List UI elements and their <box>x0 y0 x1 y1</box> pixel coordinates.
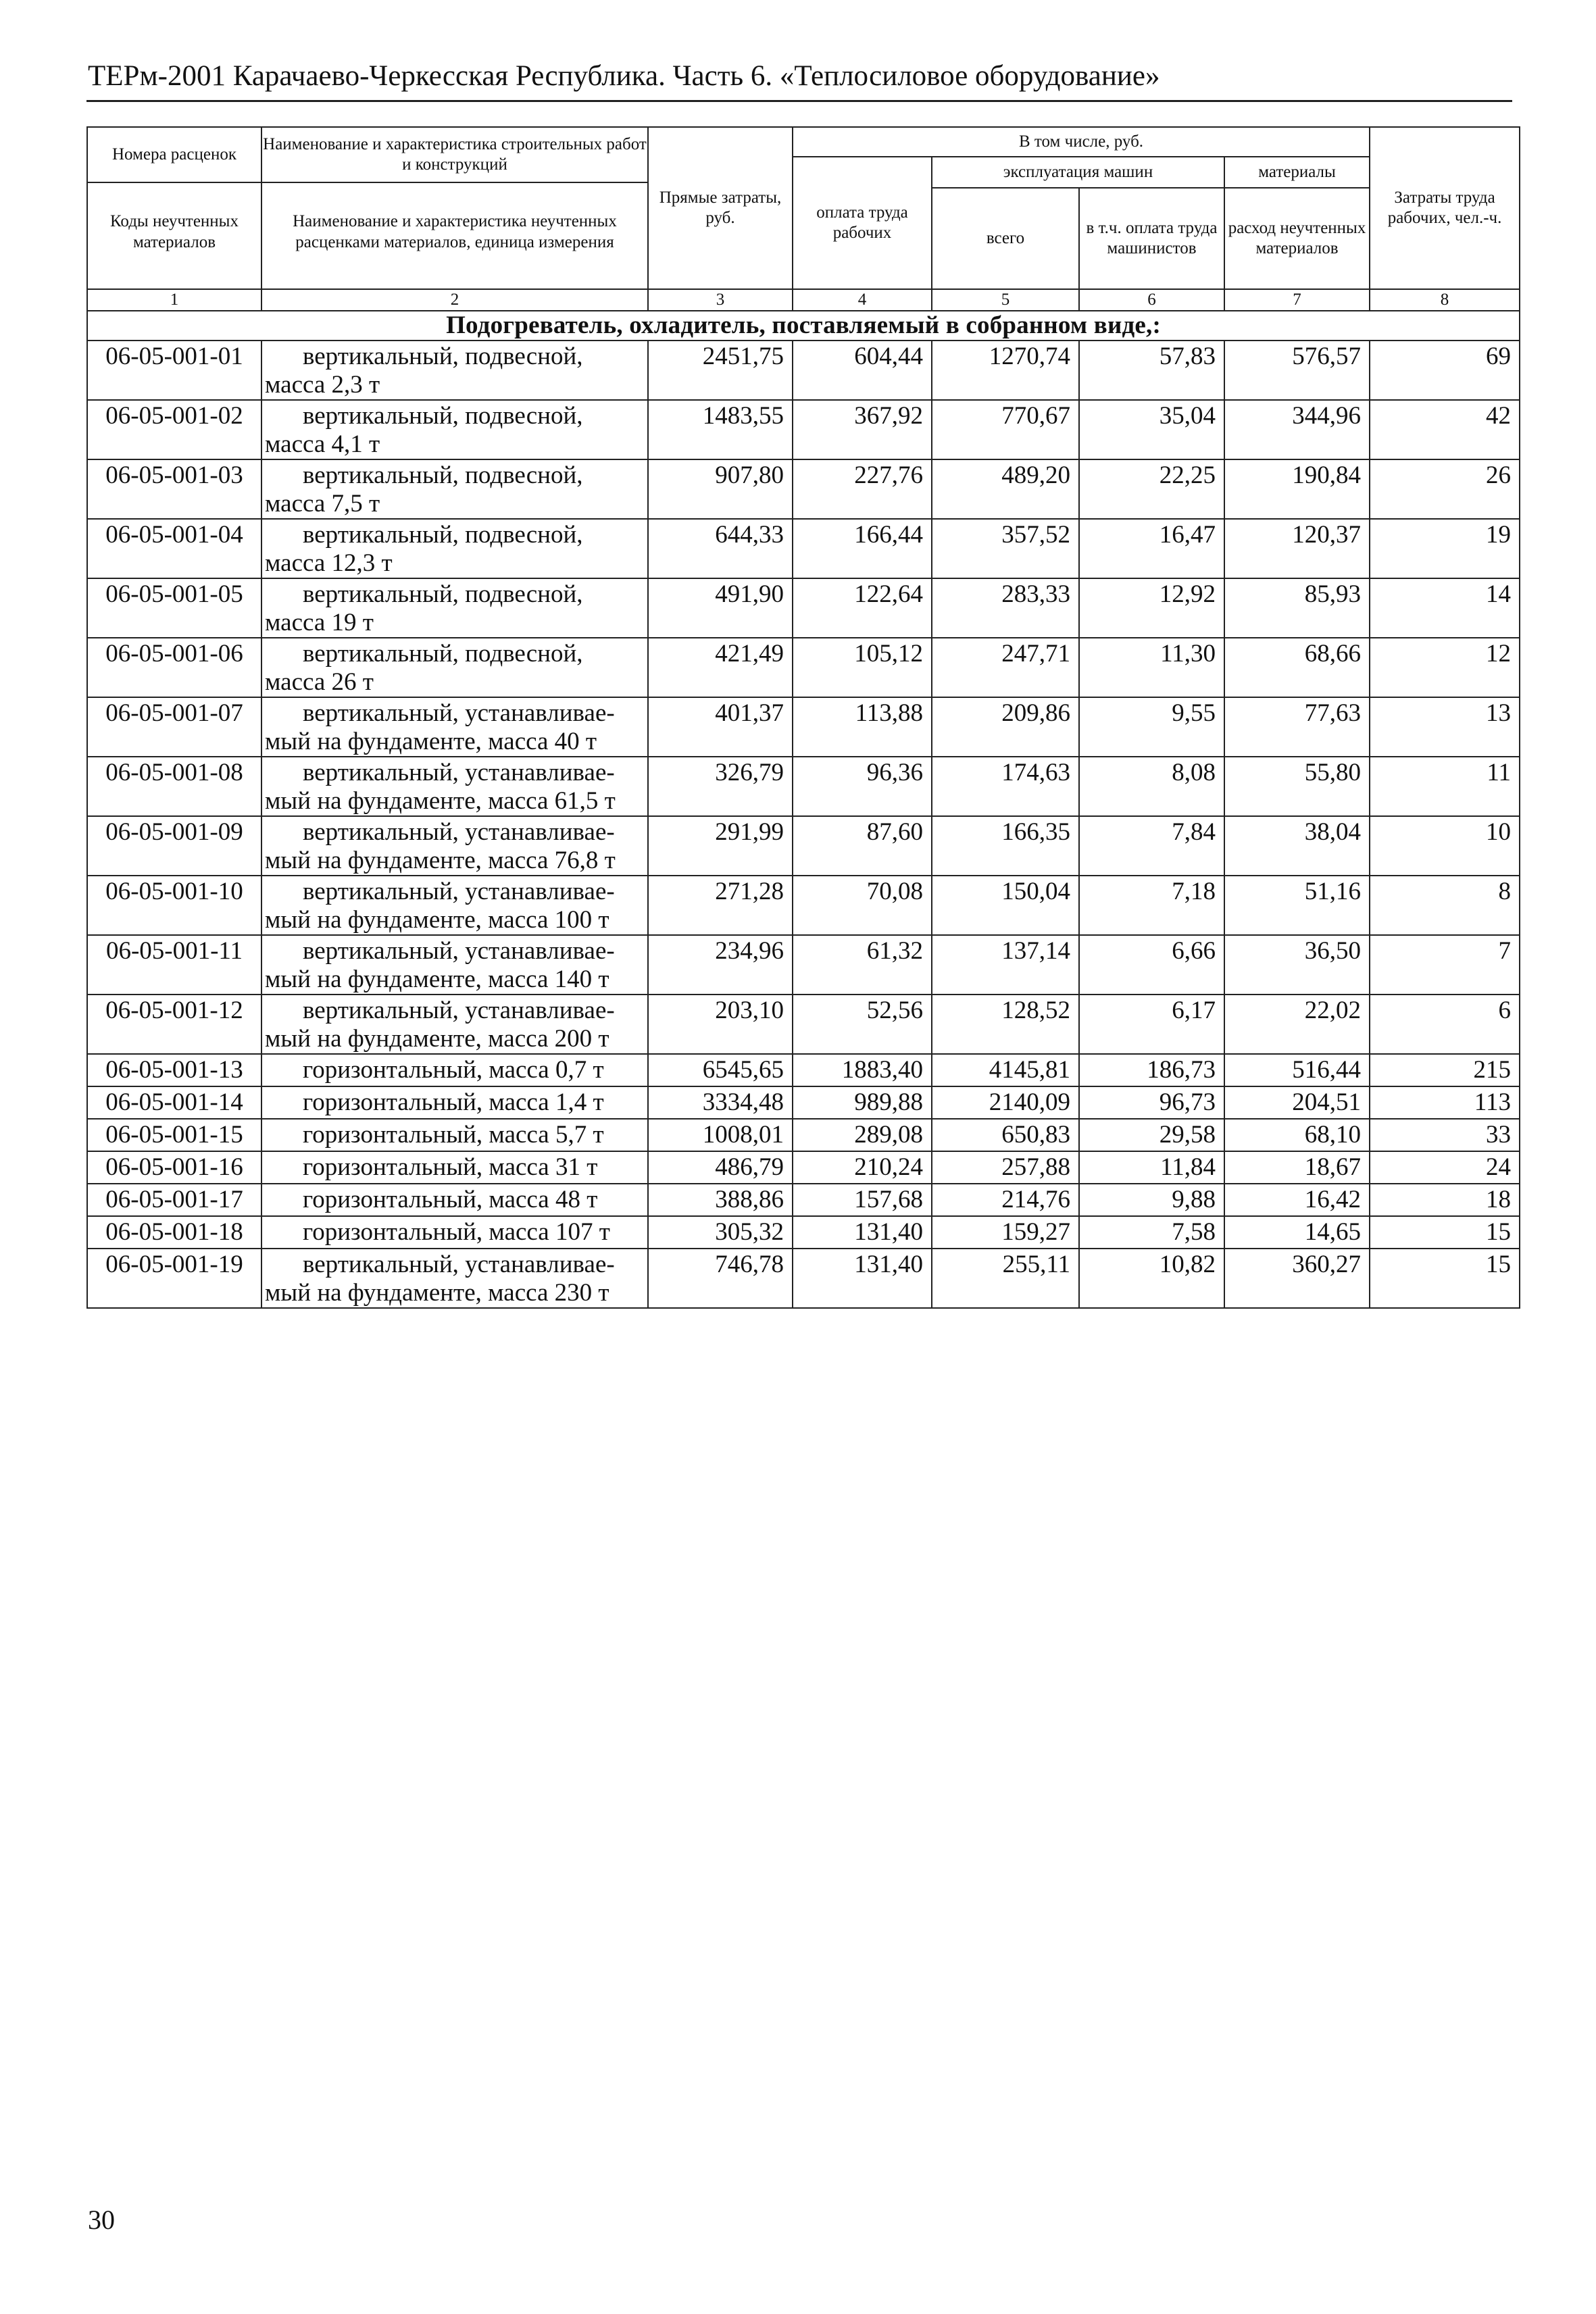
rate-code: 06-05-001-05 <box>87 578 261 638</box>
section-row <box>87 311 1520 341</box>
materials-value: 55,80 <box>1224 757 1370 816</box>
materials-value: 68,10 <box>1224 1119 1370 1151</box>
labor-hours-value: 14 <box>1370 578 1520 638</box>
machinist-pay-value: 7,18 <box>1079 876 1224 935</box>
work-description-line1: вертикальный, устанавливае- <box>303 878 615 905</box>
header-machines-group: эксплуатация машин <box>932 157 1224 188</box>
worker-pay-value: 113,88 <box>793 697 932 757</box>
labor-hours-value: 24 <box>1370 1151 1520 1184</box>
work-description-line1: вертикальный, подвесной, <box>303 461 583 489</box>
machines-total-value: 137,14 <box>932 935 1079 995</box>
work-description-line2: мый на фундаменте, масса 76,8 т <box>265 847 616 874</box>
column-number: 1 <box>87 289 261 311</box>
work-description <box>261 1086 648 1119</box>
work-description-line1: горизонтальный, масса 48 т <box>303 1186 598 1213</box>
worker-pay-value: 367,92 <box>793 400 932 459</box>
worker-pay-value: 61,32 <box>793 935 932 995</box>
machinist-pay-value: 96,73 <box>1079 1086 1224 1119</box>
work-description <box>261 1054 648 1086</box>
rate-code: 06-05-001-15 <box>87 1119 261 1151</box>
materials-value: 360,27 <box>1224 1249 1370 1308</box>
rate-code: 06-05-001-12 <box>87 995 261 1054</box>
machines-total-value: 214,76 <box>932 1184 1079 1216</box>
work-description-line1: горизонтальный, масса 1,4 т <box>303 1088 604 1116</box>
column-number: 8 <box>1370 289 1520 311</box>
labor-hours-value: 7 <box>1370 935 1520 995</box>
column-number: 2 <box>261 289 648 311</box>
worker-pay-value: 87,60 <box>793 816 932 876</box>
table-row <box>87 341 1520 400</box>
materials-value: 516,44 <box>1224 1054 1370 1086</box>
labor-hours-value: 42 <box>1370 400 1520 459</box>
machinist-pay-value: 186,73 <box>1079 1054 1224 1086</box>
rate-code: 06-05-001-08 <box>87 757 261 816</box>
worker-pay-value: 52,56 <box>793 995 932 1054</box>
work-description-line2: мый на фундаменте, масса 230 т <box>265 1279 609 1307</box>
column-number-row <box>87 289 1520 311</box>
labor-hours-value: 15 <box>1370 1249 1520 1308</box>
machinist-pay-value: 7,58 <box>1079 1216 1224 1249</box>
machines-total-value: 489,20 <box>932 459 1079 519</box>
work-description-line1: вертикальный, устанавливае- <box>303 759 615 786</box>
labor-hours-value: 26 <box>1370 459 1520 519</box>
direct-costs-value: 305,32 <box>648 1216 793 1249</box>
table-row <box>87 638 1520 697</box>
table-row <box>87 995 1520 1054</box>
header-unaccounted-materials: расход неучтенных материалов <box>1224 188 1370 289</box>
machines-total-value: 159,27 <box>932 1216 1079 1249</box>
work-description-line1: вертикальный, устанавливае- <box>303 997 615 1024</box>
work-description-line2: мый на фундаменте, масса 61,5 т <box>265 787 616 815</box>
work-description <box>261 519 648 578</box>
table-row <box>87 400 1520 459</box>
rate-code: 06-05-001-07 <box>87 697 261 757</box>
header-col2-top: Наименование и характеристика строительных работ и конструкций <box>262 128 647 183</box>
table-row <box>87 1249 1520 1308</box>
machines-total-value: 357,52 <box>932 519 1079 578</box>
machinist-pay-value: 7,84 <box>1079 816 1224 876</box>
direct-costs-value: 486,79 <box>648 1151 793 1184</box>
table-row <box>87 757 1520 816</box>
materials-value: 344,96 <box>1224 400 1370 459</box>
work-description <box>261 1184 648 1216</box>
labor-hours-value: 19 <box>1370 519 1520 578</box>
machines-total-value: 283,33 <box>932 578 1079 638</box>
labor-hours-value: 113 <box>1370 1086 1520 1119</box>
direct-costs-value: 401,37 <box>648 697 793 757</box>
table-row <box>87 459 1520 519</box>
column-number: 6 <box>1079 289 1224 311</box>
header-direct-costs: Прямые затраты, руб. <box>648 127 793 289</box>
work-description-line1: вертикальный, устанавливае- <box>303 818 615 846</box>
page-number: 30 <box>88 2205 115 2235</box>
table-row <box>87 519 1520 578</box>
worker-pay-value: 70,08 <box>793 876 932 935</box>
table-body <box>87 311 1520 1308</box>
machines-total-value: 650,83 <box>932 1119 1079 1151</box>
work-description <box>261 697 648 757</box>
work-description-line1: горизонтальный, масса 0,7 т <box>303 1056 604 1084</box>
work-description <box>261 876 648 935</box>
materials-value: 36,50 <box>1224 935 1370 995</box>
work-description <box>261 578 648 638</box>
direct-costs-value: 1483,55 <box>648 400 793 459</box>
work-description <box>261 1151 648 1184</box>
worker-pay-value: 210,24 <box>793 1151 932 1184</box>
work-description-line1: вертикальный, подвесной, <box>303 402 583 430</box>
work-description <box>261 816 648 876</box>
header-including-group: В том числе, руб. <box>793 127 1370 157</box>
work-description <box>261 995 648 1054</box>
materials-value: 16,42 <box>1224 1184 1370 1216</box>
machines-total-value: 4145,81 <box>932 1054 1079 1086</box>
work-description <box>261 1249 648 1308</box>
header-machines-total: всего <box>932 188 1079 289</box>
rate-code: 06-05-001-11 <box>87 935 261 995</box>
direct-costs-value: 746,78 <box>648 1249 793 1308</box>
materials-value: 22,02 <box>1224 995 1370 1054</box>
labor-hours-value: 13 <box>1370 697 1520 757</box>
machines-total-value: 257,88 <box>932 1151 1079 1184</box>
rate-code: 06-05-001-02 <box>87 400 261 459</box>
work-description-line2: мый на фундаменте, масса 200 т <box>265 1025 609 1053</box>
section-title: Подогреватель, охладитель, поставляемый в собранном виде,: <box>87 311 1520 341</box>
work-description-line2: масса 19 т <box>265 609 374 636</box>
rate-code: 06-05-001-18 <box>87 1216 261 1249</box>
machinist-pay-value: 35,04 <box>1079 400 1224 459</box>
labor-hours-value: 10 <box>1370 816 1520 876</box>
materials-value: 68,66 <box>1224 638 1370 697</box>
worker-pay-value: 131,40 <box>793 1216 932 1249</box>
work-description <box>261 1216 648 1249</box>
work-description-line1: вертикальный, подвесной, <box>303 343 583 370</box>
table-row <box>87 1216 1520 1249</box>
work-description-line2: масса 26 т <box>265 668 374 696</box>
materials-value: 190,84 <box>1224 459 1370 519</box>
work-description-line2: масса 2,3 т <box>265 371 380 399</box>
worker-pay-value: 604,44 <box>793 341 932 400</box>
labor-hours-value: 6 <box>1370 995 1520 1054</box>
machinist-pay-value: 16,47 <box>1079 519 1224 578</box>
worker-pay-value: 289,08 <box>793 1119 932 1151</box>
labor-hours-value: 215 <box>1370 1054 1520 1086</box>
materials-value: 51,16 <box>1224 876 1370 935</box>
work-description-line2: мый на фундаменте, масса 140 т <box>265 965 609 993</box>
column-number: 4 <box>793 289 932 311</box>
table-row <box>87 1086 1520 1119</box>
rate-code: 06-05-001-10 <box>87 876 261 935</box>
header-materials-group: материалы <box>1224 157 1370 188</box>
header-col1 <box>87 127 261 289</box>
rate-code: 06-05-001-09 <box>87 816 261 876</box>
labor-hours-value: 15 <box>1370 1216 1520 1249</box>
direct-costs-value: 203,10 <box>648 995 793 1054</box>
machines-total-value: 166,35 <box>932 816 1079 876</box>
materials-value: 85,93 <box>1224 578 1370 638</box>
rate-code: 06-05-001-01 <box>87 341 261 400</box>
machinist-pay-value: 9,88 <box>1079 1184 1224 1216</box>
rate-code: 06-05-001-19 <box>87 1249 261 1308</box>
table-row <box>87 697 1520 757</box>
table-row <box>87 1151 1520 1184</box>
direct-costs-value: 291,99 <box>648 816 793 876</box>
direct-costs-value: 388,86 <box>648 1184 793 1216</box>
work-description-line2: мый на фундаменте, масса 100 т <box>265 906 609 934</box>
work-description <box>261 935 648 995</box>
table-row <box>87 876 1520 935</box>
work-description-line1: горизонтальный, масса 31 т <box>303 1153 598 1181</box>
direct-costs-value: 644,33 <box>648 519 793 578</box>
rate-code: 06-05-001-13 <box>87 1054 261 1086</box>
header-col1-bottom: Коды неучтенных материалов <box>110 212 239 251</box>
machinist-pay-value: 10,82 <box>1079 1249 1224 1308</box>
work-description-line1: вертикальный, подвесной, <box>303 640 583 668</box>
machinist-pay-value: 8,08 <box>1079 757 1224 816</box>
direct-costs-value: 326,79 <box>648 757 793 816</box>
labor-hours-value: 8 <box>1370 876 1520 935</box>
direct-costs-value: 491,90 <box>648 578 793 638</box>
work-description <box>261 1119 648 1151</box>
rate-code: 06-05-001-03 <box>87 459 261 519</box>
header-col2-bottom: Наименование и характеристика неучтенных расценками материалов, единица измерения <box>293 212 617 251</box>
work-description <box>261 459 648 519</box>
machines-total-value: 209,86 <box>932 697 1079 757</box>
worker-pay-value: 166,44 <box>793 519 932 578</box>
worker-pay-value: 1883,40 <box>793 1054 932 1086</box>
direct-costs-value: 907,80 <box>648 459 793 519</box>
header-col2 <box>261 127 648 289</box>
worker-pay-value: 105,12 <box>793 638 932 697</box>
rate-code: 06-05-001-04 <box>87 519 261 578</box>
work-description <box>261 341 648 400</box>
work-description-line2: масса 12,3 т <box>265 549 393 577</box>
price-table <box>86 126 1520 1309</box>
materials-value: 18,67 <box>1224 1151 1370 1184</box>
direct-costs-value: 421,49 <box>648 638 793 697</box>
work-description-line1: вертикальный, подвесной, <box>303 521 583 549</box>
machinist-pay-value: 11,30 <box>1079 638 1224 697</box>
table-row <box>87 816 1520 876</box>
work-description-line1: горизонтальный, масса 5,7 т <box>303 1121 604 1149</box>
direct-costs-value: 6545,65 <box>648 1054 793 1086</box>
machinist-pay-value: 9,55 <box>1079 697 1224 757</box>
labor-hours-value: 69 <box>1370 341 1520 400</box>
column-number: 5 <box>932 289 1079 311</box>
direct-costs-value: 1008,01 <box>648 1119 793 1151</box>
labor-hours-value: 11 <box>1370 757 1520 816</box>
work-description-line1: вертикальный, устанавливае- <box>303 699 615 727</box>
machinist-pay-value: 6,17 <box>1079 995 1224 1054</box>
header-col1-top: Номера расценок <box>88 128 261 183</box>
machinist-pay-value: 11,84 <box>1079 1151 1224 1184</box>
materials-value: 38,04 <box>1224 816 1370 876</box>
table-header <box>87 127 1520 311</box>
direct-costs-value: 234,96 <box>648 935 793 995</box>
machinist-pay-value: 12,92 <box>1079 578 1224 638</box>
table-row <box>87 935 1520 995</box>
rate-code: 06-05-001-14 <box>87 1086 261 1119</box>
direct-costs-value: 271,28 <box>648 876 793 935</box>
rate-code: 06-05-001-16 <box>87 1151 261 1184</box>
work-description-line2: масса 4,1 т <box>265 430 380 458</box>
column-number: 3 <box>648 289 793 311</box>
worker-pay-value: 131,40 <box>793 1249 932 1308</box>
worker-pay-value: 96,36 <box>793 757 932 816</box>
table-row <box>87 1184 1520 1216</box>
machinist-pay-value: 57,83 <box>1079 341 1224 400</box>
machines-total-value: 770,67 <box>932 400 1079 459</box>
rate-code: 06-05-001-06 <box>87 638 261 697</box>
header-worker-pay: оплата труда рабочих <box>793 157 932 289</box>
machinist-pay-value: 22,25 <box>1079 459 1224 519</box>
worker-pay-value: 157,68 <box>793 1184 932 1216</box>
machines-total-value: 1270,74 <box>932 341 1079 400</box>
worker-pay-value: 122,64 <box>793 578 932 638</box>
worker-pay-value: 989,88 <box>793 1086 932 1119</box>
labor-hours-value: 33 <box>1370 1119 1520 1151</box>
materials-value: 120,37 <box>1224 519 1370 578</box>
machines-total-value: 174,63 <box>932 757 1079 816</box>
machines-total-value: 247,71 <box>932 638 1079 697</box>
machines-total-value: 150,04 <box>932 876 1079 935</box>
labor-hours-value: 18 <box>1370 1184 1520 1216</box>
direct-costs-value: 3334,48 <box>648 1086 793 1119</box>
machines-total-value: 255,11 <box>932 1249 1079 1308</box>
work-description <box>261 757 648 816</box>
rate-code: 06-05-001-17 <box>87 1184 261 1216</box>
header-divider <box>86 100 1512 102</box>
table-row <box>87 1054 1520 1086</box>
work-description-line1: горизонтальный, масса 107 т <box>303 1218 610 1246</box>
work-description-line1: вертикальный, устанавливае- <box>303 1251 615 1278</box>
header-labor-hours: Затраты труда рабочих, чел.-ч. <box>1370 127 1520 289</box>
materials-value: 204,51 <box>1224 1086 1370 1119</box>
work-description-line1: вертикальный, устанавливае- <box>303 937 615 965</box>
worker-pay-value: 227,76 <box>793 459 932 519</box>
work-description <box>261 400 648 459</box>
header-machinist-pay: в т.ч. оплата труда машинистов <box>1079 188 1224 289</box>
materials-value: 77,63 <box>1224 697 1370 757</box>
materials-value: 14,65 <box>1224 1216 1370 1249</box>
machinist-pay-value: 29,58 <box>1079 1119 1224 1151</box>
direct-costs-value: 2451,75 <box>648 341 793 400</box>
document-header-title: ТЕРм-2001 Карачаево-Черкесская Республика. Часть 6. «Теплосиловое оборудование» <box>88 60 1160 92</box>
machines-total-value: 128,52 <box>932 995 1079 1054</box>
work-description-line2: масса 7,5 т <box>265 490 380 518</box>
table-row <box>87 578 1520 638</box>
work-description <box>261 638 648 697</box>
column-number: 7 <box>1224 289 1370 311</box>
machines-total-value: 2140,09 <box>932 1086 1079 1119</box>
labor-hours-value: 12 <box>1370 638 1520 697</box>
materials-value: 576,57 <box>1224 341 1370 400</box>
work-description-line2: мый на фундаменте, масса 40 т <box>265 728 597 755</box>
table-row <box>87 1119 1520 1151</box>
work-description-line1: вертикальный, подвесной, <box>303 580 583 608</box>
machinist-pay-value: 6,66 <box>1079 935 1224 995</box>
